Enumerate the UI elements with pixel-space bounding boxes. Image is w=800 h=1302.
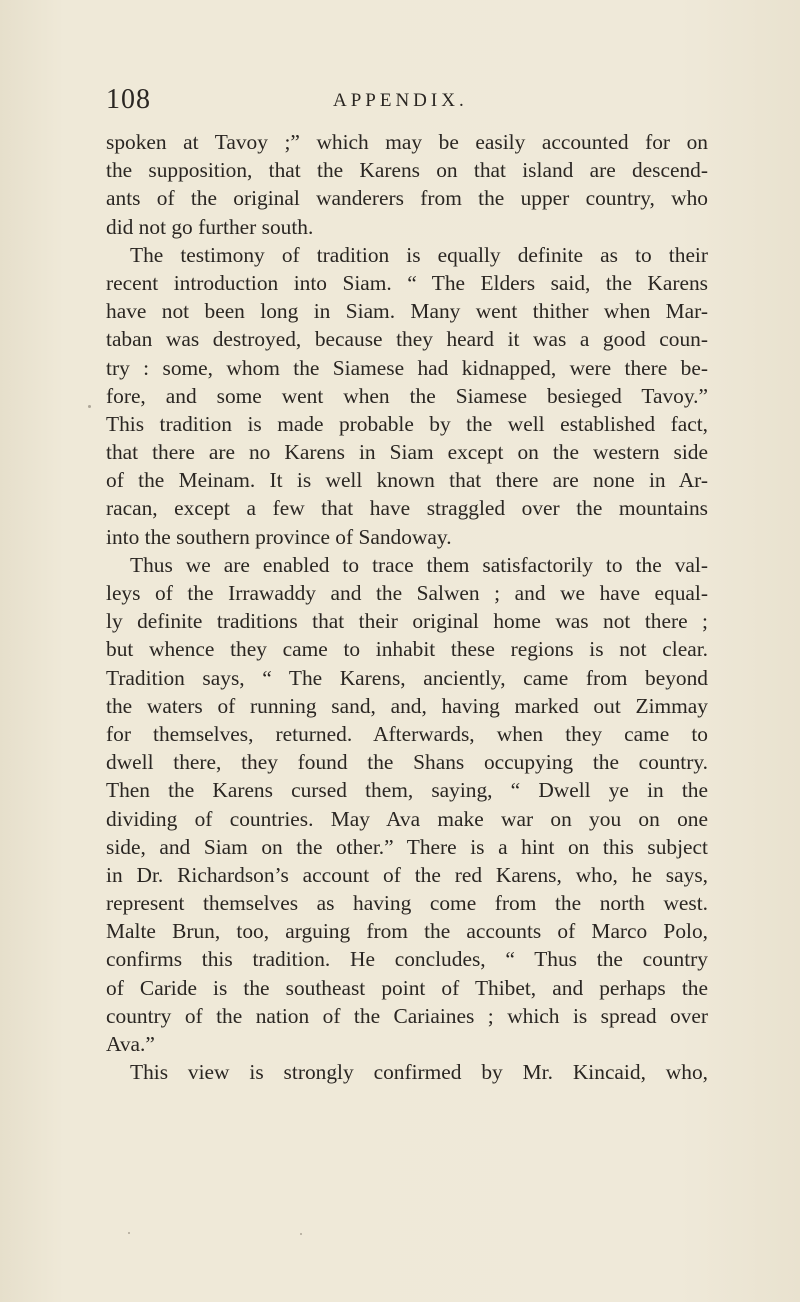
text-line: try : some, whom the Siamese had kidnapped, were there be-: [106, 355, 708, 380]
running-head: [106, 84, 706, 124]
text-line: Malte Brun, too, arguing from the accounts of Marco Polo,: [106, 919, 708, 944]
text-line: This tradition is made probable by the well established fact,: [106, 411, 708, 436]
text-line: dividing of countries. May Ava make war on you on one: [106, 806, 708, 831]
text-line: did not go further south.: [106, 214, 314, 239]
text-line: of the Meinam. It is well known that there are none in Ar-: [106, 468, 708, 493]
text-line: of Caride is the southeast point of Thibet, and perhaps the: [106, 975, 708, 1000]
text-line: country of the nation of the Cariaines ; which is spread over: [106, 1003, 708, 1028]
text-line: dwell there, they found the Shans occupying the country.: [106, 750, 708, 775]
text-line: in Dr. Richardson’s account of the red Karens, who, he says,: [106, 862, 708, 887]
text-line: Tradition says, “ The Karens, anciently, came from beyond: [106, 665, 708, 690]
text-line: This view is strongly confirmed by Mr. Kincaid, who,: [130, 1060, 708, 1085]
body-text: [106, 128, 708, 1086]
running-title: APPENDIX.: [333, 90, 468, 111]
text-line: ants of the original wanderers from the upper country, who: [106, 186, 708, 211]
text-line: leys of the Irrawaddy and the Salwen ; and we have equal-: [106, 581, 708, 605]
text-line: the waters of running sand, and, having marked out Zimmay: [106, 693, 708, 718]
text-line: The testimony of tradition is equally definite as to their: [130, 242, 708, 267]
text-line: the supposition, that the Karens on that island are descend-: [106, 158, 708, 183]
paper-speck: [88, 405, 91, 408]
text-line: represent themselves as having come from the north west.: [106, 891, 708, 916]
text-line: Then the Karens cursed them, saying, “ Dwell ye in the: [106, 778, 708, 803]
text-line: ly definite traditions that their original home was not there ;: [106, 609, 708, 634]
paper-speck: [300, 1233, 302, 1235]
text-line: into the southern province of Sandoway.: [106, 524, 452, 549]
text-line: fore, and some went when the Siamese besieged Tavoy.”: [106, 383, 708, 408]
text-line: taban was destroyed, because they heard it was a good coun-: [106, 327, 708, 352]
text-line: have not been long in Siam. Many went thither when Mar-: [106, 299, 708, 324]
text-line: Thus we are enabled to trace them satisfactorily to the val-: [130, 552, 708, 577]
text-line: racan, except a few that have straggled over the mountains: [106, 496, 708, 521]
text-line: but whence they came to inhabit these regions is not clear.: [106, 637, 708, 662]
text-line: confirms this tradition. He concludes, “ Thus the country: [106, 947, 708, 972]
text-line: Ava.”: [106, 1032, 155, 1056]
text-line: for themselves, returned. Afterwards, when they came to: [106, 721, 708, 746]
page-number: 108: [106, 84, 151, 115]
text-line: recent introduction into Siam. “ The Elders said, the Karens: [106, 270, 708, 295]
text-line: spoken at Tavoy ;” which may be easily accounted for on: [106, 130, 708, 154]
text-line: that there are no Karens in Siam except on the western side: [106, 440, 708, 465]
text-line: side, and Siam on the other.” There is a hint on this subject: [106, 834, 708, 859]
paper-speck: [128, 1232, 130, 1234]
